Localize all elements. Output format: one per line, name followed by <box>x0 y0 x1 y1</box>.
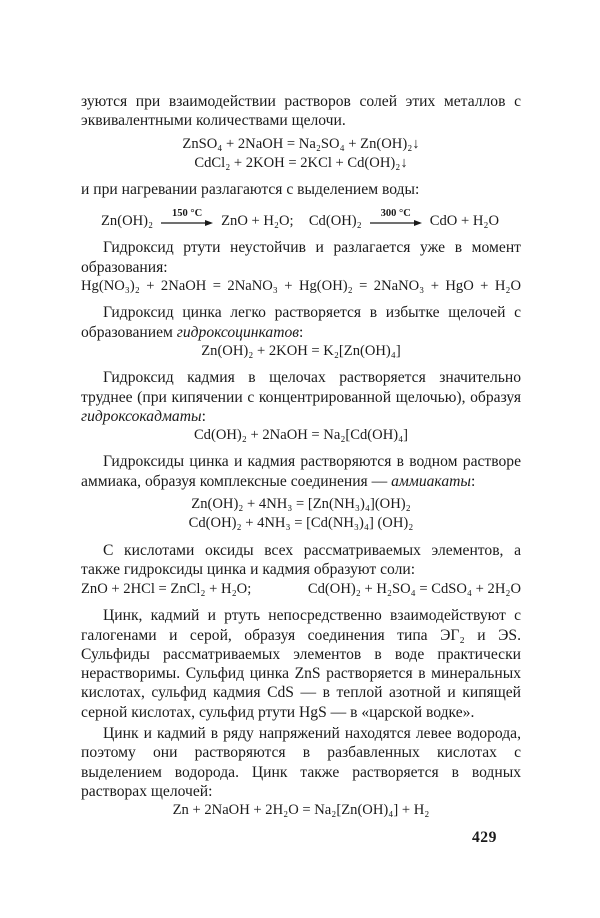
right-arrow-icon <box>161 219 213 227</box>
page-number: 429 <box>472 829 497 846</box>
equation-zinc-ammine: Zn(OH)₂ + 4NH₃ = [Zn(NH₃)₄](OH)₂ <box>191 496 411 513</box>
paragraph-ammine-text: Гидроксиды цинка и кадмия растворяются в водном растворе аммиака, образуя комплексные соединения — <box>81 453 521 490</box>
paragraph-halogens-sulfides: Цинк, кадмий и ртуть непосредственно взаимодействуют с галогенами и серой, образуя соединения типа ЭΓ₂ и ЭS. Сульфиды рассматриваемых элементов в воде практически нерастворимы. Сульфид цинка ZnS растворяется в минеральных кислотах, сульфид кадмия CdS — в теплой азотной и кипящей серной кислотах, сульфид ртути HgS — в «царской водке». <box>81 607 521 721</box>
equation-cadmium-hydroxide-decomposition <box>308 208 499 231</box>
paragraph-ammine-end: : <box>470 472 476 490</box>
page-body <box>81 92 521 821</box>
reaction-arrow <box>161 208 213 227</box>
paragraph-precipitation-intro: зуются при взаимодействии растворов солей этих металлов с эквивалентными количествами щелочи. <box>81 93 521 130</box>
equation-zincate-formation: Zn(OH)₂ + 2KOH = K₂[Zn(OH)₄] <box>201 342 401 359</box>
equation-mercury-hydroxide: Hg(NO₃)₂ + 2NaOH = 2NaNO₃ + Hg(OH)₂ = 2NaNO₃ + HgO + H₂O <box>81 278 521 295</box>
equation-row-thermal-decomposition <box>81 201 521 231</box>
term-hydroxozincates: гидроксоцинкатов <box>176 323 300 341</box>
equation-zinc-oxide-hcl: ZnO + 2HCl = ZnCl₂ + H₂O; <box>81 580 252 597</box>
zinc-hydroxide-reactant: Zn(OH)₂ <box>101 213 154 230</box>
zinc-oxide-products: ZnO + H₂O; <box>221 213 294 230</box>
equation-cadmium-hydroxide-sulfuric: Cd(OH)₂ + H₂SO₄ = CdSO₄ + 2H₂O <box>307 580 521 597</box>
equation-cadmium-hydroxide-precipitation: CdCl₂ + 2KOH = 2KCl + Cd(OH)₂↓ <box>194 154 408 171</box>
term-ammines: аммиакаты <box>391 472 471 490</box>
paragraph-cadmates-end: : <box>201 407 206 425</box>
paragraph-metals-in-acids: Цинк и кадмий в ряду напряжений находятся левее водорода, поэтому они растворяются в разбавленных кислотах с выделением водорода. Цинк также растворяется в водных растворах щелочей: <box>81 725 521 800</box>
paragraph-thermal-decomposition: и при нагревании разлагаются с выделением воды: <box>81 181 420 199</box>
zinc-decomposition-temperature: 150 °C <box>172 208 203 220</box>
paragraph-salts-formation: С кислотами оксиды всех рассматриваемых элементов, а также гидроксиды цинка и кадмия образуют соли: <box>81 541 521 578</box>
term-hydroxocadmates: гидроксокадматы <box>81 407 202 425</box>
equation-row-salts <box>81 579 521 599</box>
equation-zinc-alkali: Zn + 2NaOH + 2H₂O = Na₂[Zn(OH)₄] + H₂ <box>172 802 430 819</box>
paragraph-cadmates-text: Гидроксид кадмия в щелочах растворяется значительно труднее (при кипячении с концентрированной щелочью), образуя <box>81 369 521 406</box>
cadmium-hydroxide-reactant: Cd(OH)₂ <box>308 213 362 230</box>
cadmium-oxide-products: CdO + H₂O <box>429 213 499 230</box>
equation-zinc-hydroxide-decomposition <box>101 208 294 231</box>
equation-zinc-hydroxide-precipitation: ZnSO₄ + 2NaOH = Na₂SO₄ + Zn(OH)₂↓ <box>182 135 420 152</box>
cadmium-decomposition-temperature: 300 °C <box>380 208 411 220</box>
equation-cadmium-ammine: Cd(OH)₂ + 4NH₃ = [Cd(NH₃)₄] (OH)₂ <box>188 515 414 532</box>
paragraph-ammine-complexes <box>81 452 521 491</box>
reaction-arrow <box>370 208 422 227</box>
paragraph-zincates <box>81 303 521 342</box>
right-arrow-icon <box>370 219 422 227</box>
paragraph-mercury-hydroxide: Гидроксид ртути неустойчив и разлагается уже в момент образования: <box>81 239 521 276</box>
equation-cadmate-formation: Cd(OH)₂ + 2NaOH = Na₂[Cd(OH)₄] <box>193 427 409 444</box>
paragraph-zincates-text: Гидроксид цинка легко растворяется в избытке щелочей с образованием <box>81 304 521 341</box>
paragraph-zincates-end: : <box>299 323 304 341</box>
paragraph-cadmates <box>81 368 521 426</box>
